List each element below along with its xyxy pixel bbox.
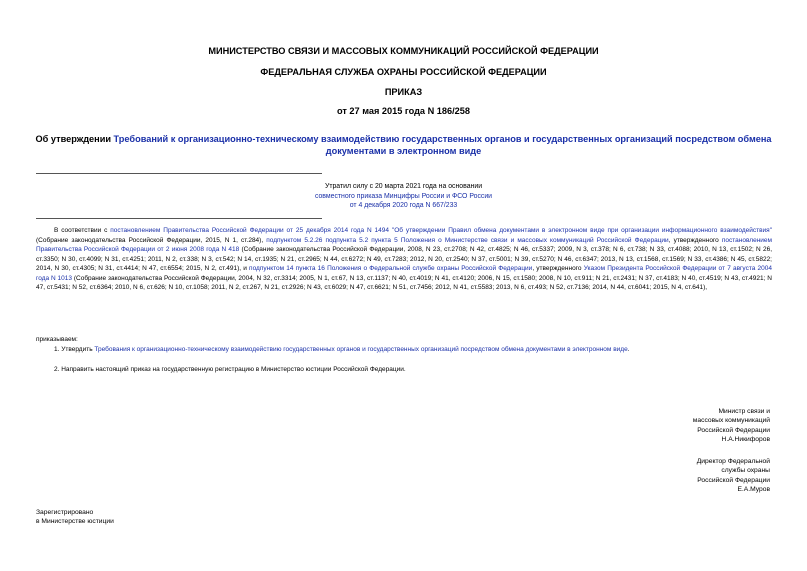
signature-line: массовых коммуникаций (692, 417, 770, 425)
preamble-text: , утвержденного (532, 265, 584, 272)
preamble-text: (Собрание законодательства Российской Федерации, 2015, N 1, ст.284), (36, 236, 267, 244)
signature-director (697, 457, 770, 494)
signature-name: Н.А.Никифоров (721, 435, 770, 443)
service-heading: ФЕДЕРАЛЬНАЯ СЛУЖБА ОХРАНЫ РОССИЙСКОЙ ФЕДЕРАЦИИ (260, 67, 547, 77)
signature-line: Директор Федеральной (696, 458, 770, 465)
preamble-text: (Собрание законодательства Российской Федерации, 2004, N 32, ст.3314; 2005, N 1, ст.67, N 13, ст.1137; N 40, ст.4019; N 41, ст.4120; 2006, N 15, ст.1580; 2008, N 10, ст.911; N 21, ст.2431; N 37, ст.4183; N 40, ст.4519; N 43, ст.4921; N 47, ст.5431; N 52, ст.6364; 2010, N 6, ст.626; N 10, ст.1058; 2011, N 2, ст.267, N 21, ст.2926; N 43, ст.6029; N 47, ст.6621; N 51, ст.7456; 2012, N 41, ст.5583; 2013, N 6, ст.493; N 52, ст.7136; 2014, N 44, ст.6041; 2015, N 4, ст.641), (36, 274, 773, 291)
status-link-order[interactable]: совместного приказа Минцифры России и ФСО России (314, 192, 493, 200)
signature-line: Российской Федерации (697, 476, 770, 484)
preamble-link-fso[interactable]: подпунктом 14 пункта 16 Положения о Федеральной службе охраны Российской Федерации (249, 265, 533, 272)
signature-line: Министр связи и (718, 408, 770, 415)
preamble-text: В соответствии с (54, 227, 111, 234)
signature-name: Е.А.Муров (737, 485, 770, 493)
item-1-suffix: . (627, 346, 630, 353)
order-item-1 (54, 345, 630, 354)
signature-line: Российской Федерации (697, 426, 770, 434)
signature-line: службы охраны (721, 467, 770, 475)
status-line: Утратил силу с 20 марта 2021 года на основании (324, 183, 483, 190)
preamble-link-1494[interactable]: постановлением Правительства Российской Федерации от 25 декабря 2014 года N 1494 "Об утверждении Правил обмена документами в электронном виде при организации информационного взаимодействия" (110, 227, 773, 234)
order-item-2: 2. Направить настоящий приказ на государственную регистрацию в Министерство юстиции Российской Федерации. (54, 366, 406, 373)
preamble-link-1013[interactable]: Указом Президента Российской Федерации от 7 августа 2004 года N 1013 (36, 265, 773, 282)
preamble-link-5226[interactable]: подпунктом 5.2.26 подпункта 5.2 пункта 5 Положения о Министерстве связи и массовых коммуникаций Российской Федерации (266, 236, 669, 244)
preamble (36, 226, 772, 293)
order-word: приказываем: (36, 336, 78, 343)
status-link-date[interactable]: от 4 декабря 2020 года N 667/233 (349, 202, 458, 209)
preamble-link-418[interactable]: постановлением Правительства Российской Федерации от 2 июня 2008 года N 418 (36, 236, 772, 253)
signature-minister (693, 407, 770, 444)
date-number: от 27 мая 2015 года N 186/258 (337, 106, 470, 116)
divider-bottom (36, 218, 322, 219)
registration-block (36, 508, 114, 527)
title-prefix: Об утверждении (35, 134, 114, 144)
item-1-link[interactable]: Требования к организационно-техническому взаимодействию государственных органов и государственных организаций посредством обмена документами в электронном виде (94, 346, 628, 353)
item-1-prefix: 1. Утвердить (54, 346, 95, 353)
doc-type-heading: ПРИКАЗ (384, 87, 423, 97)
preamble-text: (Собрание законодательства Российской Федерации, 2008, N 23, ст.2708; N 42, ст.4825; N 46, ст.5337; 2009, N 3, ст.378; N 6, ст.738; N 33, ст.4088; 2010, N 13, ст.1502; N 26, ст.3350; N 30, ст.4099; N 31, ст.4251; 2011, N 2, ст.338; N 3, ст.542; N 14, ст.1935; N 21, ст.2965; N 44, ст.6272; N 49, ст.7283; 2012, N 20, ст.2540; N 37, ст.5001; N 39, ст.5270; N 46, ст.6347; 2013, N 13, ст.1568, ст.1569; N 33, ст.4386; N 45, ст.5822; 2014, N 30, ст.4305; N 31, ст.4414; N 47, ст.6554; 2015, N 2, ст.491), и (36, 246, 772, 272)
title-link[interactable]: Требований к организационно-техническому взаимодействию государственных органов и государственных организаций посредством обмена документами в электронном виде (113, 134, 772, 156)
registration-line: Зарегистрировано (36, 509, 94, 516)
status-block (300, 182, 507, 211)
preamble-text: , утвержденного (668, 236, 722, 244)
registration-line: в Министерстве юстиции (36, 518, 114, 526)
divider-top (36, 173, 322, 174)
document-title (30, 134, 777, 157)
ministry-heading: МИНИСТЕРСТВО СВЯЗИ И МАССОВЫХ КОММУНИКАЦИЙ РОССИЙСКОЙ ФЕДЕРАЦИИ (208, 46, 599, 56)
